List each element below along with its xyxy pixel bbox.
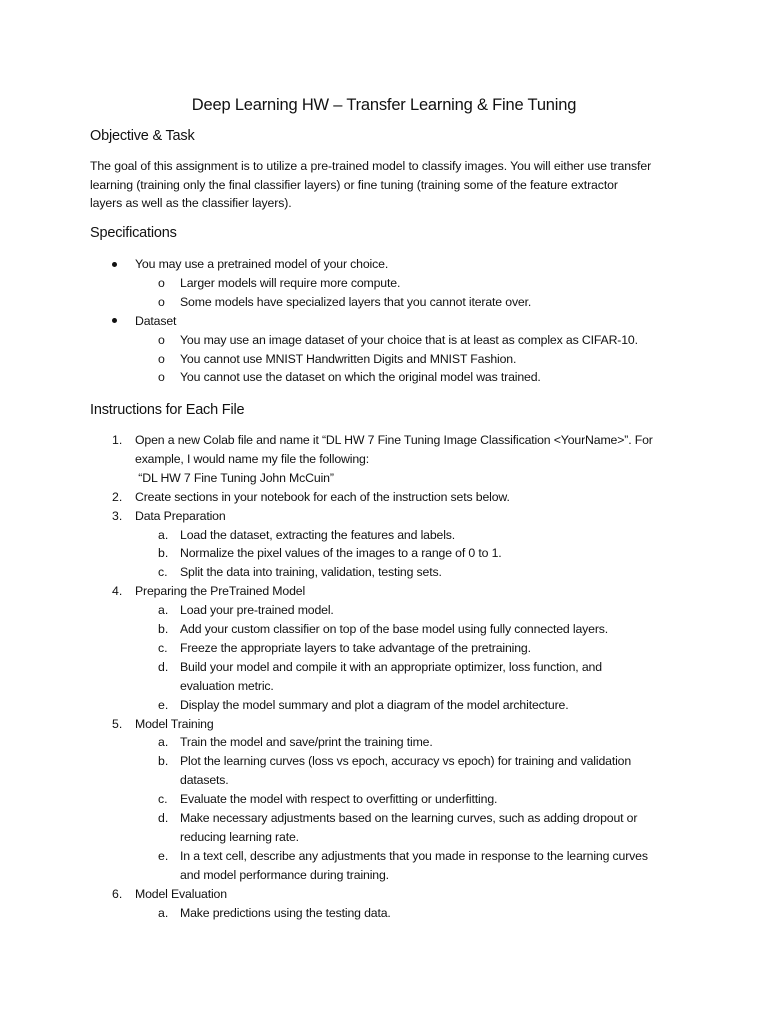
specifications-heading: Specifications [90,225,177,241]
document-title: Deep Learning HW – Transfer Learning & Fine Tuning [191,96,577,114]
sub-item-text: In a text cell, describe any adjustments that you made in response to the learning curves [180,848,648,863]
instruction-text: Model Evaluation [135,886,227,901]
spec-bullet-text: You may use a pretrained model of your choice. [135,257,389,271]
spec-bullet-text: Dataset [135,313,177,328]
list-number: 4. [112,584,123,599]
objective-line: learning (training only the final classifier layers) or fine tuning (training some of the feature extractor [90,177,618,192]
sub-item-letter: c. [158,640,168,655]
instruction-text: Preparing the PreTrained Model [135,584,306,599]
sub-item-letter: a. [158,735,169,750]
sub-item-text: reducing learning rate. [180,829,299,844]
sub-item-letter: c. [158,792,168,807]
sub-bullet-marker: o [158,351,165,366]
list-number: 5. [112,716,123,731]
sub-item-text: evaluation metric. [180,678,274,693]
sub-item-letter: d. [158,659,169,674]
sub-item-letter: b. [158,622,169,636]
spec-sub-bullet-text: You cannot use MNIST Handwritten Digits and MNIST Fashion. [180,351,517,366]
instructions-heading: Instructions for Each File [90,402,245,418]
list-number: 3. [112,508,123,523]
objective-line: The goal of this assignment is to utilize a pre-trained model to classify images. You will either use transfer [90,159,652,173]
bullet-icon [112,318,117,323]
sub-item-text: Plot the learning curves (loss vs epoch, accuracy vs epoch) for training and validation [180,754,632,769]
sub-item-text: datasets. [180,773,229,788]
instruction-text: Model Training [135,716,214,731]
sub-item-letter: a. [158,603,169,618]
spec-sub-bullet-text: You may use an image dataset of your choice that is at least as complex as CIFAR-10. [180,332,638,347]
sub-bullet-marker: o [158,370,165,385]
sub-item-text: Freeze the appropriate layers to take advantage of the pretraining. [180,640,531,655]
spec-sub-bullet-text: You cannot use the dataset on which the original model was trained. [180,370,541,385]
bullet-icon [112,262,117,267]
sub-item-text: Make predictions using the testing data. [180,905,391,920]
sub-item-letter: d. [158,811,169,825]
sub-item-text: Normalize the pixel values of the images to a range of 0 to 1. [180,546,502,561]
spec-sub-bullet-text: Larger models will require more compute. [180,275,401,290]
sub-item-text: Split the data into training, validation, testing sets. [180,565,442,580]
sub-item-text: and model performance during training. [180,867,389,882]
sub-item-text: Load the dataset, extracting the features and labels. [180,527,456,542]
objective-heading: Objective & Task [90,128,195,144]
sub-item-text: Make necessary adjustments based on the learning curves, such as adding dropout or [180,811,638,825]
list-number: 1. [112,433,123,447]
objective-paragraph [90,157,690,213]
sub-item-letter: b. [158,754,169,769]
instruction-text: Open a new Colab file and name it “DL HW 7 Fine Tuning Image Classification <YourName>”. For [135,433,653,447]
sub-item-letter: a. [158,905,169,920]
sub-item-text: Add your custom classifier on top of the base model using fully connected layers. [180,622,609,636]
instruction-text: Data Preparation [135,508,226,523]
sub-item-text: Evaluate the model with respect to overfitting or underfitting. [180,792,498,807]
sub-bullet-marker: o [158,332,165,347]
sub-bullet-marker: o [158,275,165,290]
instruction-text: “DL HW 7 Fine Tuning John McCuin” [135,470,334,485]
sub-item-letter: c. [158,565,168,580]
instruction-text: example, I would name my file the following: [135,451,369,466]
sub-item-text: Display the model summary and plot a diagram of the model architecture. [180,697,569,712]
sub-bullet-marker: o [158,294,165,309]
sub-item-letter: b. [158,546,169,561]
sub-item-letter: e. [158,848,169,863]
spec-sub-bullet-text: Some models have specialized layers that you cannot iterate over. [180,294,532,309]
sub-item-letter: e. [158,697,169,712]
list-number: 2. [112,489,123,504]
objective-line: layers as well as the classifier layers). [90,196,292,211]
sub-item-text: Build your model and compile it with an appropriate optimizer, loss function, and [180,659,602,674]
list-number: 6. [112,886,123,901]
instruction-text: Create sections in your notebook for each of the instruction sets below. [135,489,510,504]
sub-item-text: Train the model and save/print the training time. [180,735,433,750]
sub-item-letter: a. [158,527,169,542]
sub-item-text: Load your pre-trained model. [180,603,334,618]
